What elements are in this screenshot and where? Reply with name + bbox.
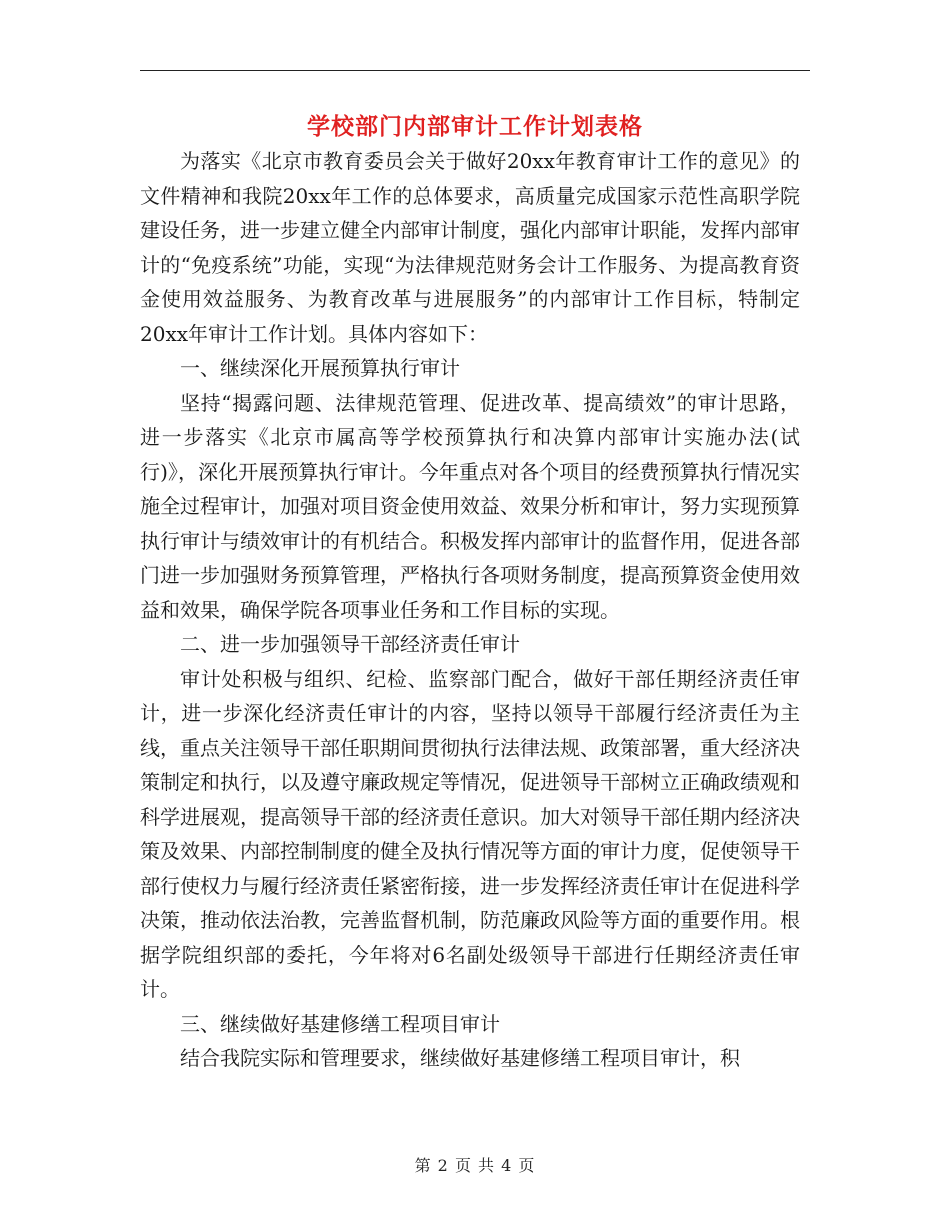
paragraph-intro: 为落实《北京市教育委员会关于做好20xx年教育审计工作的意见》的文件精神和我院20xx年工作的总体要求，高质量完成国家示范性高职学院建设任务，进一步建立健全内部审计制度，强化内部审计职能，发挥内部审计的“免疫系统”功能，实现“为法律规范财务会计工作服务、为提高教育资金使用效益服务、为教育改革与进展服务”的内部审计工作目标，特制定20xx年审计工作计划。具体内容如下： <box>140 149 800 346</box>
document-title: 学校部门内部审计工作计划表格 <box>307 113 643 140</box>
section-heading-1: 一、继续深化开展预算执行审计 <box>180 356 460 380</box>
document-body <box>140 144 800 1076</box>
section-heading-3: 三、继续做好基建修缮工程项目审计 <box>180 1011 500 1036</box>
paragraph-section-1: 坚持“揭露问题、法律规范管理、促进改革、提高绩效”的审计思路，进一步落实《北京市属高等学校预算执行和决算内部审计实施办法(试行)》，深化开展预算执行审计。今年重点对各个项目的经费预算执行情况实施全过程审计，加强对项目资金使用效益、效果分析和审计，努力实现预算执行审计与绩效审计的有机结合。积极发挥内部审计的监督作用，促进各部门进一步加强财务预算管理，严格执行各项财务制度，提高预算资金使用效益和效果，确保学院各项事业任务和工作目标的实现。 <box>140 390 800 622</box>
paragraph-section-3: 结合我院实际和管理要求，继续做好基建修缮工程项目审计，积 <box>180 1046 740 1070</box>
header-rule <box>140 70 810 71</box>
section-heading-2: 二、进一步加强领导干部经济责任审计 <box>180 632 520 656</box>
paragraph-section-2: 审计处积极与组织、纪检、监察部门配合，做好干部任期经济责任审计，进一步深化经济责任审计的内容，坚持以领导干部履行经济责任为主线，重点关注领导干部任职期间贯彻执行法律法规、政策部署，重大经济决策制定和执行，以及遵守廉政规定等情况，促进领导干部树立正确政绩观和科学进展观，提高领导干部的经济责任意识。加大对领导干部任期内经济决策及效果、内部控制制度的健全及执行情况等方面的审计力度，促使领导干部行使权力与履行经济责任紧密衔接，进一步发挥经济责任审计在促进科学决策，推动依法治教，完善监督机制，防范廉政风险等方面的重要作用。根据学院组织部的委托，今年将对6名副处级领导干部进行任期经济责任审计。 <box>140 666 800 1001</box>
page-number: 第 2 页 共 4 页 <box>414 1156 536 1175</box>
